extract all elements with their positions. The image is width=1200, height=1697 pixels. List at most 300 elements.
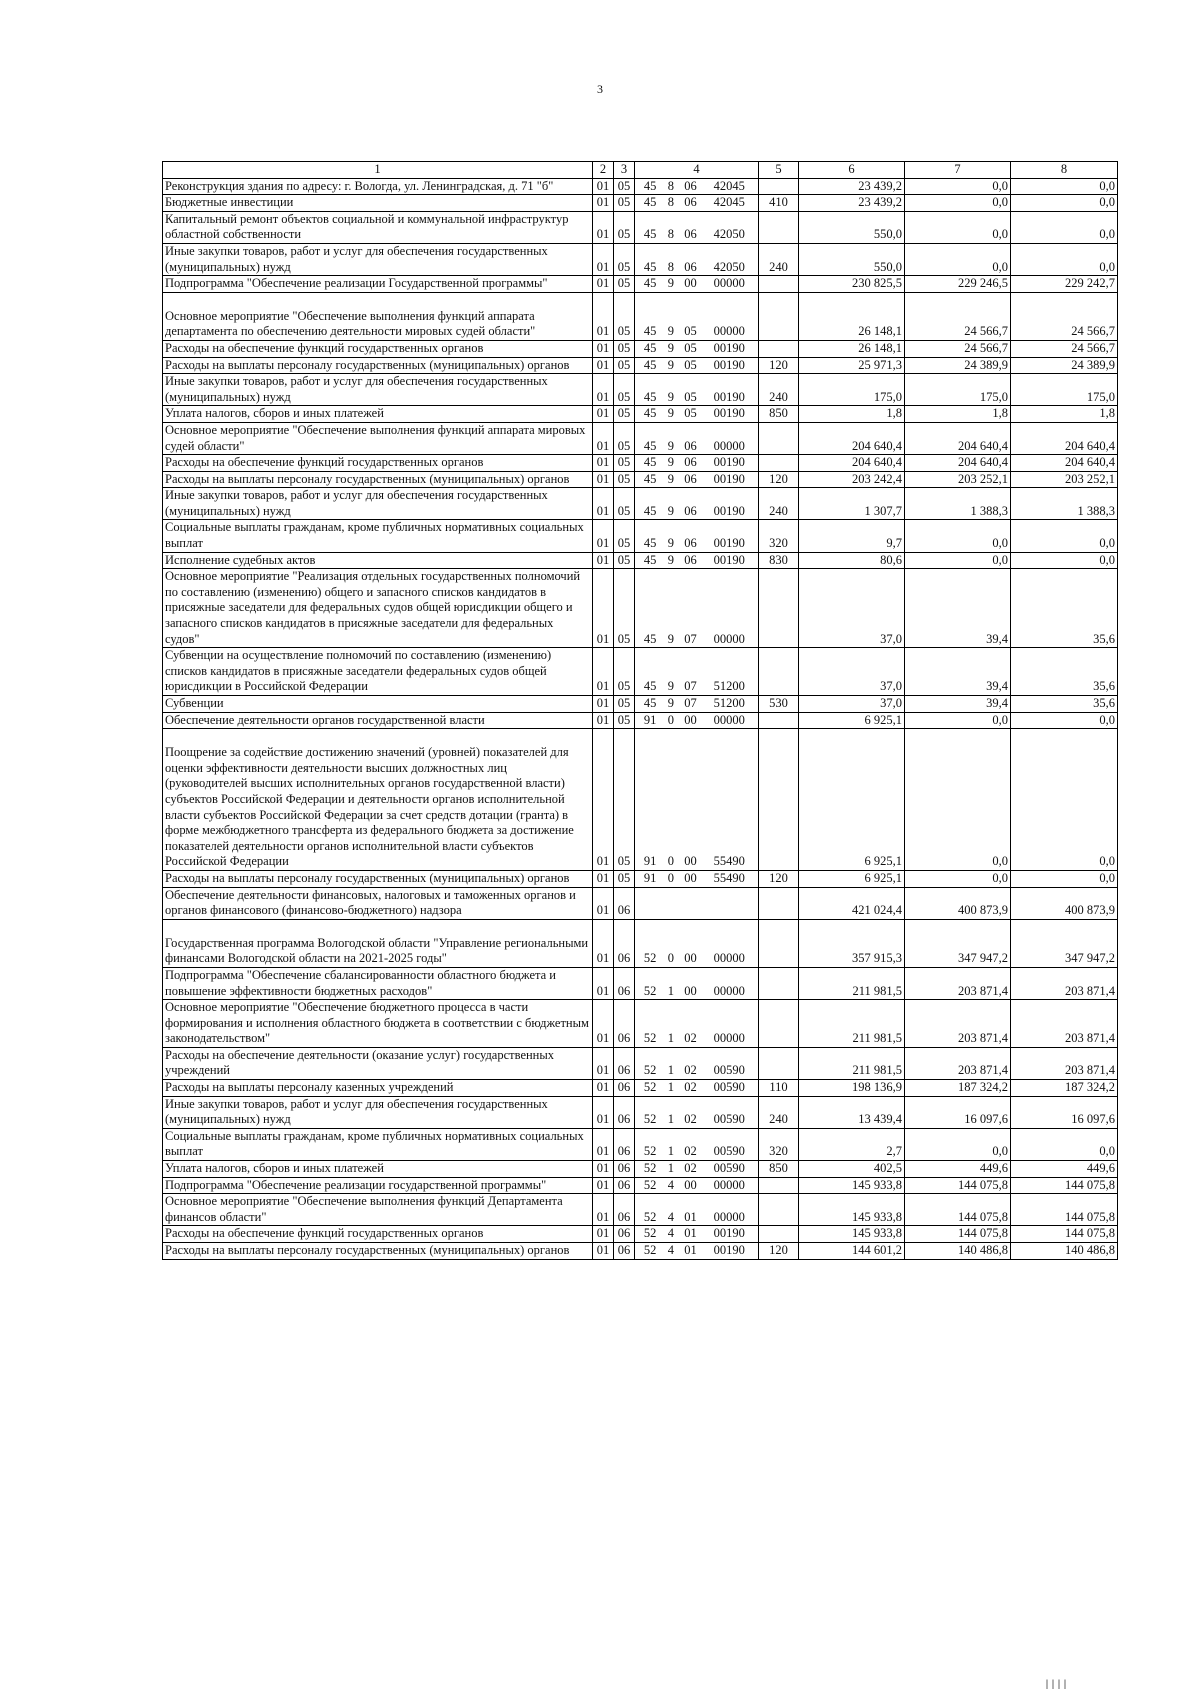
row-expense-type: 530	[759, 696, 799, 713]
row-name: Подпрограмма "Обеспечение сбалансированности областного бюджета и повышение эффективности бюджетных расходов"	[163, 967, 593, 999]
target-code-part: 1	[667, 1031, 675, 1046]
row-name: Расходы на выплаты персоналу государственных (муниципальных) органов	[163, 870, 593, 887]
table-row	[163, 340, 1118, 357]
row-target-code	[635, 292, 759, 340]
row-amount-col8: 24 566,7	[1011, 292, 1118, 340]
target-code-part: 9	[667, 276, 675, 291]
row-name: Исполнение судебных актов	[163, 552, 593, 569]
target-code-part: 42045	[713, 178, 745, 193]
target-code-part: 00	[684, 983, 697, 998]
row-subsection: 06	[614, 1161, 635, 1178]
row-name: Расходы на обеспечение функций государственных органов	[163, 340, 593, 357]
row-subsection: 06	[614, 1096, 635, 1128]
target-code-part: 91	[643, 712, 657, 727]
row-target-code	[635, 1177, 759, 1194]
row-amount-col8: 0,0	[1011, 712, 1118, 729]
row-subsection: 05	[614, 712, 635, 729]
row-expense-type: 850	[759, 406, 799, 423]
target-code-part: 52	[643, 1177, 657, 1192]
row-section: 01	[593, 729, 614, 871]
row-subsection: 06	[614, 887, 635, 919]
target-code-part: 06	[684, 536, 697, 551]
row-name: Расходы на выплаты персоналу государственных (муниципальных) органов	[163, 357, 593, 374]
row-expense-type	[759, 648, 799, 696]
row-amount-col7: 24 566,7	[905, 340, 1011, 357]
target-code-part: 07	[684, 631, 697, 646]
target-code-part: 8	[667, 227, 675, 242]
table-row	[163, 919, 1118, 967]
row-amount-col8: 0,0	[1011, 243, 1118, 275]
target-code-part: 00000	[713, 951, 745, 966]
target-code-part: 52	[643, 1063, 657, 1078]
row-amount-col8: 229 242,7	[1011, 276, 1118, 293]
row-name: Подпрограмма "Обеспечение реализации государственной программы"	[163, 1177, 593, 1194]
header-col-2: 2	[593, 162, 614, 179]
target-code-part: 01	[684, 1226, 697, 1241]
row-target-code	[635, 1128, 759, 1160]
row-name: Расходы на выплаты персоналу государственных (муниципальных) органов	[163, 1243, 593, 1260]
row-amount-col6: 144 601,2	[799, 1243, 905, 1260]
target-code-part: 52	[643, 1243, 657, 1257]
row-target-code	[635, 243, 759, 275]
row-name: Основное мероприятие "Обеспечение выполнения функций аппарата департамента по обеспечению деятельности мировых судей области"	[163, 292, 593, 340]
row-section: 01	[593, 696, 614, 713]
target-code-part: 00190	[713, 357, 745, 372]
row-section: 01	[593, 887, 614, 919]
row-subsection: 05	[614, 357, 635, 374]
row-target-code	[635, 374, 759, 406]
row-target-code	[635, 357, 759, 374]
table-row	[163, 195, 1118, 212]
row-name: Субвенции	[163, 696, 593, 713]
target-code-part: 00590	[713, 1112, 745, 1127]
row-amount-col8: 16 097,6	[1011, 1096, 1118, 1128]
row-expense-type	[759, 967, 799, 999]
row-amount-col6: 204 640,4	[799, 455, 905, 472]
row-amount-col6: 26 148,1	[799, 292, 905, 340]
row-section: 01	[593, 1161, 614, 1178]
row-amount-col6: 1 307,7	[799, 488, 905, 520]
target-code-part: 51200	[713, 696, 745, 710]
row-section: 01	[593, 1226, 614, 1243]
row-expense-type: 320	[759, 520, 799, 552]
target-code-part: 00	[684, 951, 697, 966]
row-subsection: 05	[614, 406, 635, 423]
row-name: Иные закупки товаров, работ и услуг для обеспечения государственных (муниципальных) нужд	[163, 1096, 593, 1128]
row-subsection: 05	[614, 340, 635, 357]
row-section: 01	[593, 211, 614, 243]
row-expense-type: 120	[759, 471, 799, 488]
header-col-7: 7	[905, 162, 1011, 179]
target-code-part: 06	[684, 455, 697, 470]
target-code-part: 1	[667, 1161, 675, 1176]
row-target-code	[635, 1096, 759, 1128]
row-subsection: 05	[614, 211, 635, 243]
row-amount-col6: 203 242,4	[799, 471, 905, 488]
row-amount-col8: 0,0	[1011, 870, 1118, 887]
header-row	[163, 162, 1118, 179]
row-section: 01	[593, 471, 614, 488]
row-amount-col6: 2,7	[799, 1128, 905, 1160]
target-code-part: 9	[667, 679, 675, 694]
row-expense-type: 320	[759, 1128, 799, 1160]
row-subsection: 06	[614, 1000, 635, 1048]
target-code-part: 42050	[713, 227, 745, 242]
table-row	[163, 455, 1118, 472]
target-code-part: 06	[684, 178, 697, 193]
row-amount-col7: 175,0	[905, 374, 1011, 406]
target-code-part: 4	[667, 1209, 675, 1224]
header-col-6: 6	[799, 162, 905, 179]
target-code-part: 45	[643, 324, 657, 339]
target-code-part: 91	[643, 854, 657, 869]
table-row	[163, 967, 1118, 999]
target-code-part: 52	[643, 1209, 657, 1224]
target-code-part: 02	[684, 1063, 697, 1078]
target-code-part: 51200	[713, 679, 745, 694]
row-target-code	[635, 919, 759, 967]
row-amount-col8: 175,0	[1011, 374, 1118, 406]
row-amount-col8: 449,6	[1011, 1161, 1118, 1178]
row-target-code	[635, 178, 759, 195]
target-code-part: 00	[684, 276, 697, 291]
row-target-code	[635, 648, 759, 696]
row-amount-col7: 203 871,4	[905, 1047, 1011, 1079]
target-code-part: 06	[684, 471, 697, 486]
row-amount-col6: 80,6	[799, 552, 905, 569]
target-code-part: 8	[667, 178, 675, 193]
table-row	[163, 488, 1118, 520]
table-row	[163, 1194, 1118, 1226]
row-amount-col7: 204 640,4	[905, 422, 1011, 454]
row-section: 01	[593, 919, 614, 967]
target-code-part: 00000	[713, 1031, 745, 1046]
row-subsection: 05	[614, 648, 635, 696]
row-amount-col6: 37,0	[799, 648, 905, 696]
row-amount-col8: 347 947,2	[1011, 919, 1118, 967]
row-amount-col8: 0,0	[1011, 195, 1118, 212]
target-code-part: 00	[684, 712, 697, 727]
row-target-code	[635, 340, 759, 357]
target-code-part: 05	[684, 357, 697, 372]
row-expense-type: 850	[759, 1161, 799, 1178]
target-code-part: 00590	[713, 1161, 745, 1176]
row-amount-col6: 421 024,4	[799, 887, 905, 919]
row-amount-col7: 0,0	[905, 211, 1011, 243]
target-code-part: 52	[643, 1226, 657, 1241]
target-code-part: 06	[684, 438, 697, 453]
row-section: 01	[593, 1194, 614, 1226]
page-number: 3	[597, 82, 603, 96]
table-row	[163, 1226, 1118, 1243]
row-target-code	[635, 211, 759, 243]
target-code-part: 9	[667, 471, 675, 486]
row-subsection: 05	[614, 520, 635, 552]
row-name: Социальные выплаты гражданам, кроме публичных нормативных социальных выплат	[163, 1128, 593, 1160]
row-amount-col6: 37,0	[799, 696, 905, 713]
row-target-code	[635, 1080, 759, 1097]
row-target-code	[635, 276, 759, 293]
table-row	[163, 552, 1118, 569]
target-code-part: 55490	[713, 870, 745, 885]
table-row	[163, 569, 1118, 648]
row-name: Подпрограмма "Обеспечение реализации Государственной программы"	[163, 276, 593, 293]
row-target-code	[635, 712, 759, 729]
row-amount-col7: 204 640,4	[905, 455, 1011, 472]
row-target-code	[635, 520, 759, 552]
row-amount-col7: 144 075,8	[905, 1226, 1011, 1243]
row-section: 01	[593, 520, 614, 552]
row-amount-col7: 347 947,2	[905, 919, 1011, 967]
target-code-part: 52	[643, 1080, 657, 1095]
table-row	[163, 520, 1118, 552]
table-row	[163, 887, 1118, 919]
target-code-part: 1	[667, 1063, 675, 1078]
row-amount-col7: 203 871,4	[905, 1000, 1011, 1048]
row-amount-col6: 23 439,2	[799, 195, 905, 212]
row-amount-col7: 0,0	[905, 870, 1011, 887]
row-expense-type: 120	[759, 357, 799, 374]
target-code-part: 8	[667, 195, 675, 210]
header-col-8: 8	[1011, 162, 1118, 179]
row-expense-type	[759, 729, 799, 871]
row-name: Основное мероприятие "Реализация отдельных государственных полномочий по составлению (изменению) общего и запасного списков кандидатов в присяжные заседатели для федеральных судов общей юрисдикции общего и запасного списков кандидатов в присяжные заседатели для федеральных судов"	[163, 569, 593, 648]
row-expense-type	[759, 292, 799, 340]
target-code-part: 06	[684, 259, 697, 274]
table-row	[163, 406, 1118, 423]
row-section: 01	[593, 552, 614, 569]
row-subsection: 06	[614, 1226, 635, 1243]
row-amount-col7: 0,0	[905, 712, 1011, 729]
row-section: 01	[593, 243, 614, 275]
target-code-part: 00590	[713, 1080, 745, 1095]
row-amount-col6: 6 925,1	[799, 712, 905, 729]
header-col-5: 5	[759, 162, 799, 179]
target-code-part: 00000	[713, 1177, 745, 1192]
row-amount-col6: 550,0	[799, 211, 905, 243]
row-section: 01	[593, 1080, 614, 1097]
row-target-code	[635, 1194, 759, 1226]
row-expense-type	[759, 569, 799, 648]
target-code-part: 9	[667, 389, 675, 404]
row-amount-col7: 0,0	[905, 552, 1011, 569]
row-name: Бюджетные инвестиции	[163, 195, 593, 212]
target-code-part: 42050	[713, 259, 745, 274]
table-row	[163, 292, 1118, 340]
target-code-part: 52	[643, 983, 657, 998]
row-section: 01	[593, 648, 614, 696]
row-amount-col8: 144 075,8	[1011, 1226, 1118, 1243]
target-code-part: 06	[684, 503, 697, 518]
row-target-code	[635, 455, 759, 472]
target-code-part: 00000	[713, 712, 745, 727]
target-code-part: 45	[643, 679, 657, 694]
row-subsection: 06	[614, 1128, 635, 1160]
row-expense-type: 240	[759, 243, 799, 275]
target-code-part: 00	[684, 870, 697, 885]
row-subsection: 05	[614, 488, 635, 520]
target-code-part: 9	[667, 455, 675, 470]
target-code-part: 45	[643, 276, 657, 291]
row-expense-type: 240	[759, 374, 799, 406]
row-expense-type	[759, 340, 799, 357]
target-code-part: 01	[684, 1243, 697, 1257]
row-amount-col7: 0,0	[905, 243, 1011, 275]
target-code-part: 00190	[713, 471, 745, 486]
row-target-code	[635, 696, 759, 713]
row-expense-type	[759, 1047, 799, 1079]
row-name: Уплата налогов, сборов и иных платежей	[163, 406, 593, 423]
row-amount-col7: 1 388,3	[905, 488, 1011, 520]
target-code-part: 01	[684, 1209, 697, 1224]
row-amount-col7: 16 097,6	[905, 1096, 1011, 1128]
row-amount-col7: 140 486,8	[905, 1243, 1011, 1260]
row-expense-type: 410	[759, 195, 799, 212]
row-amount-col6: 9,7	[799, 520, 905, 552]
target-code-part: 55490	[713, 854, 745, 869]
row-amount-col8: 0,0	[1011, 1128, 1118, 1160]
row-expense-type: 120	[759, 870, 799, 887]
row-amount-col6: 230 825,5	[799, 276, 905, 293]
target-code-part: 05	[684, 406, 697, 421]
row-subsection: 06	[614, 1177, 635, 1194]
row-amount-col7: 39,4	[905, 696, 1011, 713]
target-code-part: 52	[643, 1112, 657, 1127]
row-amount-col6: 211 981,5	[799, 967, 905, 999]
row-amount-col8: 203 871,4	[1011, 967, 1118, 999]
row-subsection: 06	[614, 1194, 635, 1226]
row-amount-col6: 145 933,8	[799, 1226, 905, 1243]
row-section: 01	[593, 870, 614, 887]
target-code-part: 91	[643, 870, 657, 885]
target-code-part: 05	[684, 340, 697, 355]
row-amount-col7: 229 246,5	[905, 276, 1011, 293]
target-code-part: 1	[667, 983, 675, 998]
row-amount-col8: 0,0	[1011, 211, 1118, 243]
row-amount-col8: 204 640,4	[1011, 422, 1118, 454]
table-row	[163, 1161, 1118, 1178]
row-amount-col8: 1 388,3	[1011, 488, 1118, 520]
row-subsection: 05	[614, 552, 635, 569]
row-amount-col8: 24 389,9	[1011, 357, 1118, 374]
row-name: Социальные выплаты гражданам, кроме публичных нормативных социальных выплат	[163, 520, 593, 552]
row-amount-col6: 211 981,5	[799, 1047, 905, 1079]
row-target-code	[635, 195, 759, 212]
table-row	[163, 1096, 1118, 1128]
row-expense-type: 120	[759, 1243, 799, 1260]
row-subsection: 05	[614, 374, 635, 406]
target-code-part: 00	[684, 854, 697, 869]
table-body	[163, 178, 1118, 1259]
target-code-part: 52	[643, 1161, 657, 1176]
row-target-code	[635, 552, 759, 569]
row-amount-col6: 37,0	[799, 569, 905, 648]
row-name: Расходы на обеспечение функций государственных органов	[163, 1226, 593, 1243]
target-code-part: 52	[643, 1031, 657, 1046]
target-code-part: 9	[667, 503, 675, 518]
row-name: Реконструкция здания по адресу: г. Вологда, ул. Ленинградская, д. 71 "б"	[163, 178, 593, 195]
row-target-code	[635, 488, 759, 520]
target-code-part: 00000	[713, 438, 745, 453]
row-amount-col7: 203 871,4	[905, 967, 1011, 999]
target-code-part: 00000	[713, 276, 745, 291]
target-code-part: 45	[643, 471, 657, 486]
row-amount-col6: 1,8	[799, 406, 905, 423]
table-row	[163, 422, 1118, 454]
row-name: Субвенции на осуществление полномочий по составлению (изменению) списков кандидатов в присяжные заседатели федеральных судов общей юрисдикции в Российской Федерации	[163, 648, 593, 696]
target-code-part: 45	[643, 389, 657, 404]
row-target-code	[635, 729, 759, 871]
target-code-part: 00190	[713, 503, 745, 518]
table-row	[163, 374, 1118, 406]
row-subsection: 05	[614, 569, 635, 648]
target-code-part: 00190	[713, 455, 745, 470]
target-code-part: 45	[643, 340, 657, 355]
target-code-part: 45	[643, 406, 657, 421]
row-amount-col6: 204 640,4	[799, 422, 905, 454]
row-amount-col8: 35,6	[1011, 569, 1118, 648]
row-subsection: 06	[614, 1243, 635, 1260]
target-code-part: 52	[643, 1144, 657, 1159]
target-code-part: 45	[643, 259, 657, 274]
row-subsection: 05	[614, 178, 635, 195]
target-code-part: 45	[643, 503, 657, 518]
row-amount-col7: 144 075,8	[905, 1177, 1011, 1194]
row-section: 01	[593, 712, 614, 729]
table-row	[163, 1128, 1118, 1160]
row-name: Обеспечение деятельности органов государственной власти	[163, 712, 593, 729]
row-section: 01	[593, 1128, 614, 1160]
row-name: Иные закупки товаров, работ и услуг для обеспечения государственных (муниципальных) нужд	[163, 243, 593, 275]
row-subsection: 05	[614, 870, 635, 887]
target-code-part: 9	[667, 536, 675, 551]
row-amount-col6: 198 136,9	[799, 1080, 905, 1097]
target-code-part: 0	[667, 951, 675, 966]
row-section: 01	[593, 488, 614, 520]
row-amount-col6: 13 439,4	[799, 1096, 905, 1128]
target-code-part: 07	[684, 696, 697, 710]
row-amount-col7: 187 324,2	[905, 1080, 1011, 1097]
table-row	[163, 696, 1118, 713]
table-row	[163, 357, 1118, 374]
row-section: 01	[593, 340, 614, 357]
target-code-part: 00190	[713, 536, 745, 551]
target-code-part: 45	[643, 357, 657, 372]
row-section: 01	[593, 292, 614, 340]
row-amount-col7: 400 873,9	[905, 887, 1011, 919]
row-amount-col6: 23 439,2	[799, 178, 905, 195]
table-row	[163, 1047, 1118, 1079]
table-row	[163, 870, 1118, 887]
target-code-part: 45	[643, 227, 657, 242]
target-code-part: 1	[667, 1112, 675, 1127]
row-amount-col7: 0,0	[905, 1128, 1011, 1160]
row-amount-col8: 140 486,8	[1011, 1243, 1118, 1260]
row-section: 01	[593, 276, 614, 293]
row-target-code	[635, 422, 759, 454]
row-subsection: 05	[614, 195, 635, 212]
row-subsection: 05	[614, 292, 635, 340]
target-code-part: 00590	[713, 1063, 745, 1078]
target-code-part: 4	[667, 1177, 675, 1192]
budget-table	[162, 161, 1118, 1260]
target-code-part: 45	[643, 178, 657, 193]
row-amount-col6: 6 925,1	[799, 870, 905, 887]
row-target-code	[635, 569, 759, 648]
row-target-code	[635, 406, 759, 423]
target-code-part: 00190	[713, 389, 745, 404]
target-code-part: 1	[667, 1080, 675, 1095]
